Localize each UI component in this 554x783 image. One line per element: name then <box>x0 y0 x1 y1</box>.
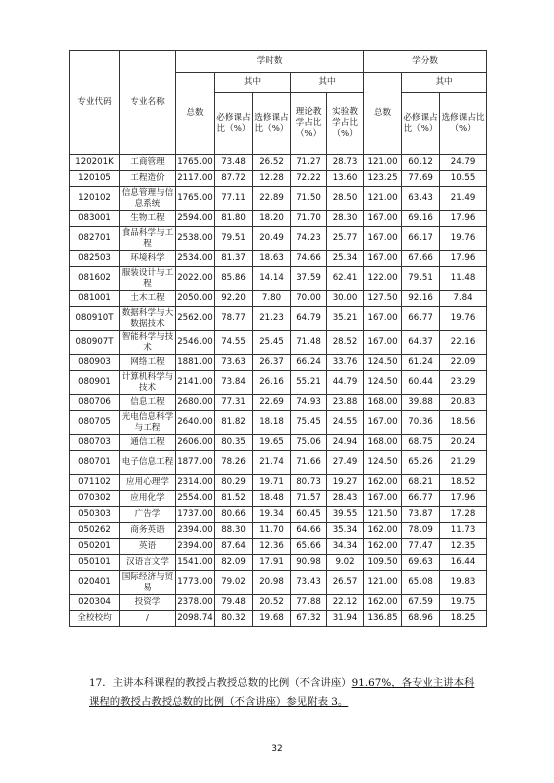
cell-value: 73.84 <box>215 371 253 395</box>
cell-value: 12.36 <box>253 539 291 555</box>
cell-value: 162.00 <box>364 539 402 555</box>
cell-value: 19.76 <box>440 307 487 331</box>
cell-value: 162.00 <box>364 595 402 611</box>
cell-code: 080910T <box>70 307 120 331</box>
cell-value: 69.63 <box>402 555 440 571</box>
cell-code: 071102 <box>70 475 120 491</box>
note-paragraph <box>89 674 479 712</box>
cell-name: 生物工程 <box>120 211 176 227</box>
cell-value: 18.56 <box>440 411 487 435</box>
cell-value: 25.77 <box>327 227 364 251</box>
table-row <box>70 227 487 251</box>
cell-value: 28.43 <box>327 491 364 507</box>
cell-value: 30.00 <box>327 291 364 307</box>
cell-value: 65.08 <box>402 571 440 595</box>
cell-value: 71.70 <box>291 211 327 227</box>
cell-name: 广告学 <box>120 507 176 523</box>
cell-value: 80.32 <box>215 611 253 627</box>
cell-name: 土木工程 <box>120 291 176 307</box>
cell-name: 环境科学 <box>120 251 176 267</box>
cell-value: 2117.00 <box>176 171 215 187</box>
cell-value: 77.47 <box>402 539 440 555</box>
cell-value: 25.45 <box>253 331 291 355</box>
cell-name: 通信工程 <box>120 435 176 451</box>
cell-value: 67.32 <box>291 611 327 627</box>
cell-value: 20.98 <box>253 571 291 595</box>
cell-value: 66.77 <box>402 307 440 331</box>
cell-value: 13.60 <box>327 171 364 187</box>
cell-value: 80.35 <box>215 435 253 451</box>
cell-value: 72.22 <box>291 171 327 187</box>
cell-value: 33.76 <box>327 355 364 371</box>
cell-value: 121.00 <box>364 187 402 211</box>
cell-value: 92.16 <box>402 291 440 307</box>
cell-name: 信息工程 <box>120 395 176 411</box>
cell-value: 66.77 <box>402 491 440 507</box>
cell-value: 90.98 <box>291 555 327 571</box>
cell-value: 136.85 <box>364 611 402 627</box>
header-hours: 学时数 <box>176 51 364 73</box>
table-row <box>70 571 487 595</box>
cell-name: 数据科学与大数据技术 <box>120 307 176 331</box>
cell-value: 65.26 <box>402 451 440 475</box>
page-number: 32 <box>271 744 283 754</box>
cell-value: 167.00 <box>364 251 402 267</box>
cell-value: 77.69 <box>402 171 440 187</box>
cell-value: 71.27 <box>291 155 327 171</box>
cell-value: 77.31 <box>215 395 253 411</box>
cell-value: 28.30 <box>327 211 364 227</box>
cell-value: 81.82 <box>215 411 253 435</box>
cell-value: 28.50 <box>327 187 364 211</box>
cell-value: 162.00 <box>364 475 402 491</box>
cell-value: 71.50 <box>291 187 327 211</box>
cell-value: 1881.00 <box>176 355 215 371</box>
header-credits-qizhong: 其中 <box>402 73 487 93</box>
header-hours-required: 必修课占比（%） <box>215 93 253 155</box>
cell-value: 73.48 <box>215 155 253 171</box>
cell-value: 1765.00 <box>176 155 215 171</box>
cell-value: 37.59 <box>291 267 327 291</box>
cell-name: 食品科学与工程 <box>120 227 176 251</box>
cell-name: 国际经济与贸易 <box>120 571 176 595</box>
cell-value: 68.21 <box>402 475 440 491</box>
cell-value: 79.02 <box>215 571 253 595</box>
cell-code: 081001 <box>70 291 120 307</box>
header-hours-elective: 选修课占比（%） <box>253 93 291 155</box>
cell-value: 22.89 <box>253 187 291 211</box>
cell-value: 81.37 <box>215 251 253 267</box>
cell-value: 20.52 <box>253 595 291 611</box>
note-prefix: 17．主讲本科课程的教授占教授总数的比例（不含讲座） <box>89 677 352 689</box>
cell-value: 11.48 <box>440 267 487 291</box>
cell-value: 22.12 <box>327 595 364 611</box>
cell-name: 应用心理学 <box>120 475 176 491</box>
table-row <box>70 595 487 611</box>
cell-value: 2680.00 <box>176 395 215 411</box>
cell-value: 44.79 <box>327 371 364 395</box>
header-theory: 理论教学占比（%） <box>291 93 327 155</box>
header-practice: 实验教学占比（%） <box>327 93 364 155</box>
cell-value: 22.09 <box>440 355 487 371</box>
cell-code: 083001 <box>70 211 120 227</box>
cell-value: 14.14 <box>253 267 291 291</box>
cell-value: 2606.00 <box>176 435 215 451</box>
cell-value: 85.86 <box>215 267 253 291</box>
cell-value: 66.17 <box>402 227 440 251</box>
cell-value: 2554.00 <box>176 491 215 507</box>
cell-code: 050262 <box>70 523 120 539</box>
cell-value: 88.30 <box>215 523 253 539</box>
cell-value: 81.52 <box>215 491 253 507</box>
cell-value: 70.00 <box>291 291 327 307</box>
table-row <box>70 539 487 555</box>
cell-value: 64.37 <box>402 331 440 355</box>
cell-value: 63.43 <box>402 187 440 211</box>
cell-value: 17.96 <box>440 211 487 227</box>
cell-value: 82.09 <box>215 555 253 571</box>
cell-value: 11.73 <box>440 523 487 539</box>
cell-value: 22.16 <box>440 331 487 355</box>
cell-value: 75.06 <box>291 435 327 451</box>
table-row <box>70 523 487 539</box>
cell-name: 信息管理与信息系统 <box>120 187 176 211</box>
cell-value: 35.21 <box>327 307 364 331</box>
table-row <box>70 291 487 307</box>
cell-value: 60.12 <box>402 155 440 171</box>
cell-value: 66.24 <box>291 355 327 371</box>
hours-credits-table <box>69 50 487 627</box>
cell-name: 服装设计与工程 <box>120 267 176 291</box>
header-name: 专业名称 <box>120 51 176 155</box>
cell-code: 080706 <box>70 395 120 411</box>
cell-value: 123.25 <box>364 171 402 187</box>
cell-code: 080901 <box>70 371 120 395</box>
cell-value: 60.45 <box>291 507 327 523</box>
header-credits-required: 必修课占比（%） <box>402 93 440 155</box>
cell-value: 2098.74 <box>176 611 215 627</box>
table-row <box>70 611 487 627</box>
cell-code: 050201 <box>70 539 120 555</box>
cell-value: 2394.00 <box>176 523 215 539</box>
table-row <box>70 395 487 411</box>
cell-name: 汉语言文学 <box>120 555 176 571</box>
cell-code: 120102 <box>70 187 120 211</box>
header-credits: 学分数 <box>364 51 487 73</box>
cell-value: 19.34 <box>253 507 291 523</box>
cell-value: 73.43 <box>291 571 327 595</box>
cell-value: 68.96 <box>402 611 440 627</box>
table-row <box>70 435 487 451</box>
cell-value: 87.72 <box>215 171 253 187</box>
cell-value: 64.66 <box>291 523 327 539</box>
cell-name: 智能科学与技术 <box>120 331 176 355</box>
cell-value: 73.63 <box>215 355 253 371</box>
cell-value: 79.48 <box>215 595 253 611</box>
cell-value: 2394.00 <box>176 539 215 555</box>
cell-value: 87.64 <box>215 539 253 555</box>
header-hours-total: 总数 <box>176 73 215 155</box>
cell-value: 19.27 <box>327 475 364 491</box>
cell-value: 78.09 <box>402 523 440 539</box>
cell-value: 122.00 <box>364 267 402 291</box>
cell-value: 1737.00 <box>176 507 215 523</box>
cell-value: 68.75 <box>402 435 440 451</box>
cell-value: 27.49 <box>327 451 364 475</box>
cell-code: 081602 <box>70 267 120 291</box>
cell-value: 167.00 <box>364 331 402 355</box>
cell-value: 19.83 <box>440 571 487 595</box>
cell-value: 18.18 <box>253 411 291 435</box>
table-row <box>70 475 487 491</box>
cell-value: 28.52 <box>327 331 364 355</box>
header-hours-qizhong-2: 其中 <box>291 73 364 93</box>
header-hours-qizhong-1: 其中 <box>215 73 291 93</box>
cell-value: 11.70 <box>253 523 291 539</box>
cell-value: 77.88 <box>291 595 327 611</box>
cell-value: 79.51 <box>402 267 440 291</box>
cell-value: 74.23 <box>291 227 327 251</box>
cell-value: 26.57 <box>327 571 364 595</box>
cell-code: 080705 <box>70 411 120 435</box>
cell-value: 20.83 <box>440 395 487 411</box>
cell-value: 80.66 <box>215 507 253 523</box>
cell-value: 65.66 <box>291 539 327 555</box>
cell-value: 31.94 <box>327 611 364 627</box>
cell-value: 127.50 <box>364 291 402 307</box>
cell-value: 23.88 <box>327 395 364 411</box>
cell-value: 67.59 <box>402 595 440 611</box>
table-row <box>70 155 487 171</box>
cell-value: 26.52 <box>253 155 291 171</box>
cell-value: 121.00 <box>364 155 402 171</box>
cell-name: 电子信息工程 <box>120 451 176 475</box>
cell-value: 7.84 <box>440 291 487 307</box>
cell-value: 67.66 <box>402 251 440 267</box>
cell-value: 79.51 <box>215 227 253 251</box>
cell-value: 10.55 <box>440 171 487 187</box>
cell-value: 21.29 <box>440 451 487 475</box>
cell-name: 工商管理 <box>120 155 176 171</box>
cell-value: 39.55 <box>327 507 364 523</box>
cell-value: 55.21 <box>291 371 327 395</box>
cell-value: 18.25 <box>440 611 487 627</box>
cell-value: 77.11 <box>215 187 253 211</box>
cell-value: 24.94 <box>327 435 364 451</box>
cell-value: 12.35 <box>440 539 487 555</box>
cell-code: 080903 <box>70 355 120 371</box>
cell-name: 网络工程 <box>120 355 176 371</box>
note-suffix: ，各专业主讲本科课程的教授占教授总数的比例（不含讲座）参见附表 3。 <box>89 677 475 708</box>
cell-value: 71.66 <box>291 451 327 475</box>
cell-code: 全校校均 <box>70 611 120 627</box>
cell-value: 19.76 <box>440 227 487 251</box>
cell-code: 070302 <box>70 491 120 507</box>
table-row <box>70 251 487 267</box>
cell-value: 17.28 <box>440 507 487 523</box>
cell-code: 120105 <box>70 171 120 187</box>
cell-value: 34.34 <box>327 539 364 555</box>
cell-name: 光电信息科学与工程 <box>120 411 176 435</box>
cell-value: 35.34 <box>327 523 364 539</box>
cell-code: 080907T <box>70 331 120 355</box>
cell-value: 121.00 <box>364 571 402 595</box>
cell-value: 24.79 <box>440 155 487 171</box>
cell-value: 2022.00 <box>176 267 215 291</box>
cell-value: 2050.00 <box>176 291 215 307</box>
cell-value: 2594.00 <box>176 211 215 227</box>
cell-value: 24.55 <box>327 411 364 435</box>
cell-value: 26.37 <box>253 355 291 371</box>
cell-value: 168.00 <box>364 395 402 411</box>
table-row <box>70 371 487 395</box>
cell-value: 2141.00 <box>176 371 215 395</box>
cell-value: 21.23 <box>253 307 291 331</box>
cell-code: 020401 <box>70 571 120 595</box>
cell-value: 21.74 <box>253 451 291 475</box>
cell-value: 2546.00 <box>176 331 215 355</box>
cell-value: 168.00 <box>364 435 402 451</box>
cell-name: / <box>120 611 176 627</box>
cell-value: 73.87 <box>402 507 440 523</box>
cell-value: 60.44 <box>402 371 440 395</box>
cell-value: 20.24 <box>440 435 487 451</box>
cell-value: 12.28 <box>253 171 291 187</box>
cell-value: 69.16 <box>402 211 440 227</box>
cell-value: 18.63 <box>253 251 291 267</box>
cell-value: 2534.00 <box>176 251 215 267</box>
cell-value: 78.26 <box>215 451 253 475</box>
cell-value: 22.69 <box>253 395 291 411</box>
cell-value: 7.80 <box>253 291 291 307</box>
cell-value: 74.66 <box>291 251 327 267</box>
cell-value: 109.50 <box>364 555 402 571</box>
cell-value: 39.88 <box>402 395 440 411</box>
table-row <box>70 267 487 291</box>
cell-value: 124.50 <box>364 451 402 475</box>
cell-value: 71.48 <box>291 331 327 355</box>
cell-value: 92.20 <box>215 291 253 307</box>
cell-value: 20.49 <box>253 227 291 251</box>
cell-code: 050303 <box>70 507 120 523</box>
cell-value: 78.77 <box>215 307 253 331</box>
cell-name: 投资学 <box>120 595 176 611</box>
cell-value: 1765.00 <box>176 187 215 211</box>
cell-value: 75.45 <box>291 411 327 435</box>
cell-name: 应用化学 <box>120 491 176 507</box>
cell-value: 16.44 <box>440 555 487 571</box>
cell-value: 124.50 <box>364 355 402 371</box>
cell-value: 2378.00 <box>176 595 215 611</box>
cell-value: 81.80 <box>215 211 253 227</box>
table-row <box>70 451 487 475</box>
cell-code: 020304 <box>70 595 120 611</box>
table-row <box>70 507 487 523</box>
cell-name: 商务英语 <box>120 523 176 539</box>
cell-value: 167.00 <box>364 411 402 435</box>
cell-value: 23.29 <box>440 371 487 395</box>
note-value: 91.67% <box>351 677 392 689</box>
cell-value: 70.36 <box>402 411 440 435</box>
cell-value: 167.00 <box>364 211 402 227</box>
cell-value: 18.52 <box>440 475 487 491</box>
cell-code: 082701 <box>70 227 120 251</box>
table-row <box>70 331 487 355</box>
cell-value: 62.41 <box>327 267 364 291</box>
cell-value: 19.65 <box>253 435 291 451</box>
cell-value: 167.00 <box>364 227 402 251</box>
table-row <box>70 491 487 507</box>
table-row <box>70 307 487 331</box>
header-credits-elective: 选修课占比（%） <box>440 93 487 155</box>
cell-value: 61.24 <box>402 355 440 371</box>
cell-code: 120201K <box>70 155 120 171</box>
cell-value: 121.50 <box>364 507 402 523</box>
cell-value: 2640.00 <box>176 411 215 435</box>
cell-value: 64.79 <box>291 307 327 331</box>
cell-value: 28.73 <box>327 155 364 171</box>
table-row <box>70 555 487 571</box>
cell-value: 9.02 <box>327 555 364 571</box>
cell-value: 124.50 <box>364 371 402 395</box>
cell-value: 1773.00 <box>176 571 215 595</box>
table-row <box>70 187 487 211</box>
cell-value: 17.91 <box>253 555 291 571</box>
cell-name: 计算机科学与技术 <box>120 371 176 395</box>
cell-value: 26.16 <box>253 371 291 395</box>
cell-value: 19.71 <box>253 475 291 491</box>
cell-value: 80.73 <box>291 475 327 491</box>
cell-value: 19.68 <box>253 611 291 627</box>
cell-value: 2538.00 <box>176 227 215 251</box>
cell-value: 167.00 <box>364 307 402 331</box>
cell-value: 1877.00 <box>176 451 215 475</box>
table-row <box>70 211 487 227</box>
table-row <box>70 171 487 187</box>
cell-value: 74.55 <box>215 331 253 355</box>
cell-code: 050101 <box>70 555 120 571</box>
cell-value: 2314.00 <box>176 475 215 491</box>
table-row <box>70 411 487 435</box>
header-credits-total: 总数 <box>364 73 402 155</box>
header-code: 专业代码 <box>70 51 120 155</box>
cell-value: 2562.00 <box>176 307 215 331</box>
cell-value: 80.29 <box>215 475 253 491</box>
cell-value: 18.48 <box>253 491 291 507</box>
cell-value: 71.57 <box>291 491 327 507</box>
cell-value: 25.34 <box>327 251 364 267</box>
cell-name: 英语 <box>120 539 176 555</box>
cell-value: 167.00 <box>364 491 402 507</box>
cell-value: 18.20 <box>253 211 291 227</box>
cell-value: 17.96 <box>440 251 487 267</box>
cell-code: 080703 <box>70 435 120 451</box>
cell-value: 19.75 <box>440 595 487 611</box>
cell-value: 21.49 <box>440 187 487 211</box>
cell-value: 1541.00 <box>176 555 215 571</box>
cell-value: 17.96 <box>440 491 487 507</box>
cell-name: 工程造价 <box>120 171 176 187</box>
cell-code: 082503 <box>70 251 120 267</box>
cell-value: 162.00 <box>364 523 402 539</box>
cell-value: 74.93 <box>291 395 327 411</box>
cell-code: 080701 <box>70 451 120 475</box>
table-row <box>70 355 487 371</box>
